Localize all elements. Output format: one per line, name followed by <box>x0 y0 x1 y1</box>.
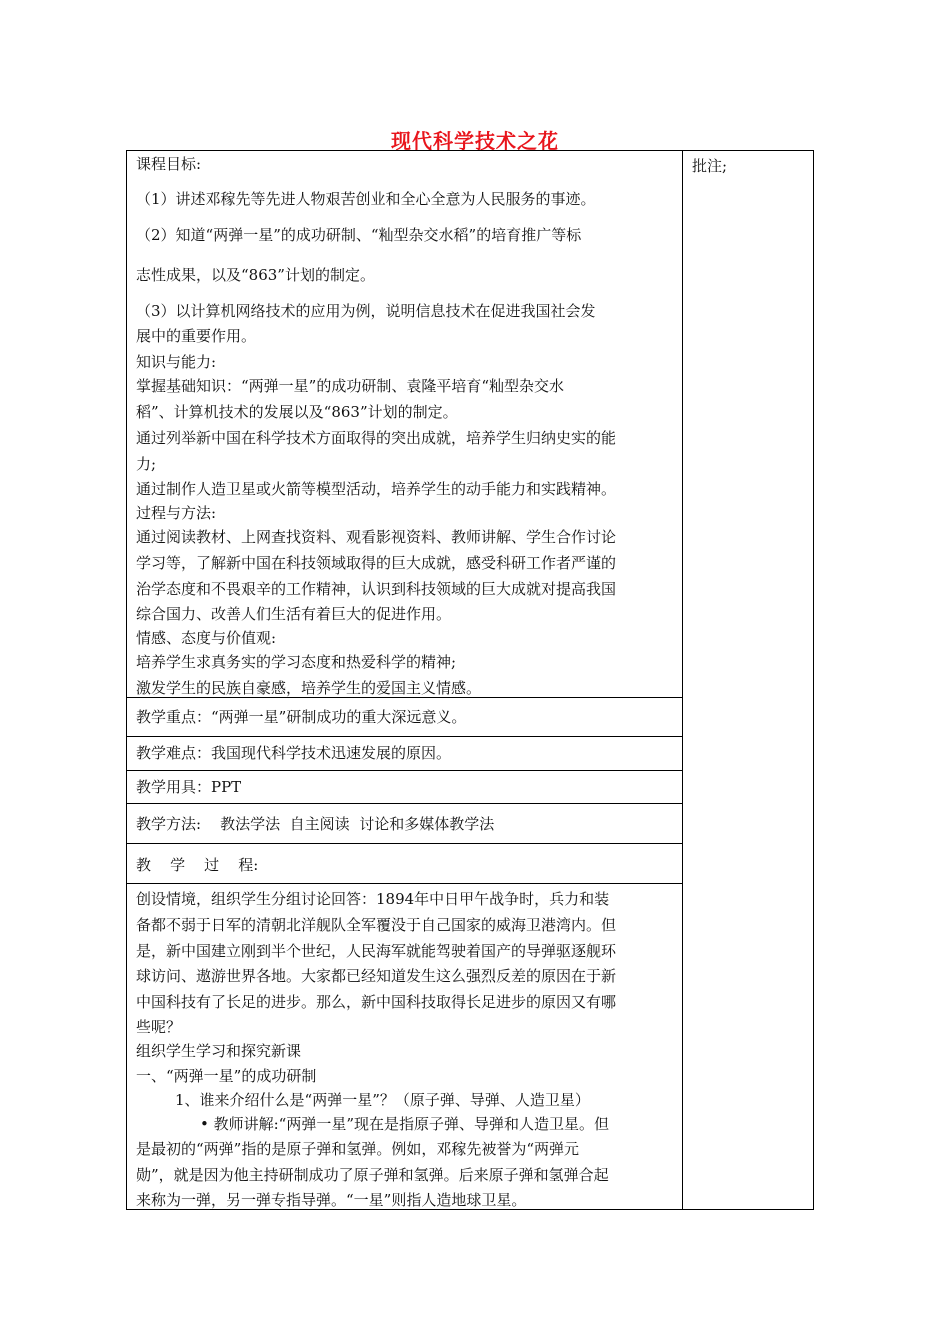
intro-line: 是，新中国建立刚到半个世纪，人民海军就能驾驶着国产的导弹驱逐舰环 <box>136 942 617 960</box>
knowledge-heading: 知识与能力: <box>136 353 217 371</box>
emotion-heading: 情感、态度与价值观: <box>136 629 277 647</box>
question-line: 1、谁来介绍什么是“两弹一星”？（原子弹、导弹、人造卫星） <box>175 1091 590 1109</box>
explain-line: 是最初的“两弹”指的是原子弹和氢弹。例如，邓稼先被誉为“两弹元 <box>136 1140 580 1158</box>
objective-item-2-line-1: （2）知道“两弹一星”的成功研制、“籼型杂交水稻”的培育推广等标 <box>136 226 582 244</box>
objectives-heading: 课程目标: <box>136 155 202 173</box>
intro-line: 备都不弱于日军的清朝北洋舰队全军覆没于自己国家的威海卫港湾内。但 <box>136 916 617 934</box>
explain-line: 来称为一弹，另一弹专指导弹。“一星”则指人造地球卫星。 <box>136 1191 527 1209</box>
knowledge-line: 通过制作人造卫星或火箭等模型活动，培养学生的动手能力和实践精神。 <box>136 480 617 498</box>
row-divider <box>126 736 682 737</box>
page-title: 现代科学技术之花 <box>391 129 559 153</box>
process-line: 治学态度和不畏艰辛的工作精神，认识到科技领域的巨大成就对提高我国 <box>136 580 617 598</box>
teaching-methods: 教学方法: 教法学法 自主阅读 讨论和多媒体教学法 <box>136 815 495 833</box>
intro-line: 些呢？ <box>136 1018 182 1036</box>
difficulty: 教学难点：我国现代科学技术迅速发展的原因。 <box>136 744 452 762</box>
row-divider <box>126 803 682 804</box>
organize-line: 组织学生学习和探究新课 <box>136 1042 302 1060</box>
intro-line: 中国科技有了长足的进步。那么，新中国科技取得长足进步的原因又有哪 <box>136 993 617 1011</box>
explain-line: 勋”，就是因为他主持研制成功了原子弹和氢弹。后来原子弹和氢弹合起 <box>136 1166 609 1184</box>
process-line: 通过阅读教材、上网查找资料、观看影视资料、教师讲解、学生合作讨论 <box>136 528 617 546</box>
emotion-line: 培养学生求真务实的学习态度和热爱科学的精神; <box>136 653 457 671</box>
process-line: 学习等，了解新中国在科技领域取得的巨大成就，感受科研工作者严谨的 <box>136 554 617 572</box>
knowledge-line: 掌握基础知识：“两弹一星”的成功研制、袁隆平培育“籼型杂交水 <box>136 377 565 395</box>
knowledge-line: 稻”、计算机技术的发展以及“863”计划的制定。 <box>136 403 458 421</box>
objective-item-1: （1）讲述邓稼先等先进人物艰苦创业和全心全意为人民服务的事迹。 <box>136 190 596 208</box>
objective-item-3-line-2: 展中的重要作用。 <box>136 327 257 345</box>
explain-line: • 教师讲解:“两弹一星”现在是指原子弹、导弹和人造卫星。但 <box>200 1115 610 1133</box>
objective-item-2-line-2: 志性成果，以及“863”计划的制定。 <box>136 266 375 284</box>
row-divider <box>126 770 682 771</box>
process-line: 综合国力、改善人们生活有着巨大的促进作用。 <box>136 605 452 623</box>
section-heading: 一、“两弹一星”的成功研制 <box>136 1067 317 1085</box>
objective-item-3-line-1: （3）以计算机网络技术的应用为例，说明信息技术在促进我国社会发 <box>136 302 596 320</box>
key-point: 教学重点：“两弹一星”研制成功的重大深远意义。 <box>136 708 467 726</box>
teaching-tools: 教学用具：PPT <box>136 778 242 796</box>
intro-line: 球访问、遨游世界各地。大家都已经知道发生这么强烈反差的原因在于新 <box>136 967 617 985</box>
knowledge-line: 通过列举新中国在科学技术方面取得的突出成就，培养学生归纳史实的能 <box>136 429 617 447</box>
process-heading: 过程与方法: <box>136 504 217 522</box>
table-column-divider <box>682 150 683 1210</box>
knowledge-line: 力; <box>136 455 157 473</box>
emotion-line: 激发学生的民族自豪感，培养学生的爱国主义情感。 <box>136 679 482 697</box>
intro-line: 创设情境，组织学生分组讨论回答：1894年中日甲午战争时，兵力和装 <box>136 890 610 908</box>
annotation-column-label: 批注; <box>692 157 728 175</box>
row-divider <box>126 843 682 844</box>
row-divider <box>126 883 682 884</box>
process-label: 教 学 过 程: <box>136 856 259 874</box>
